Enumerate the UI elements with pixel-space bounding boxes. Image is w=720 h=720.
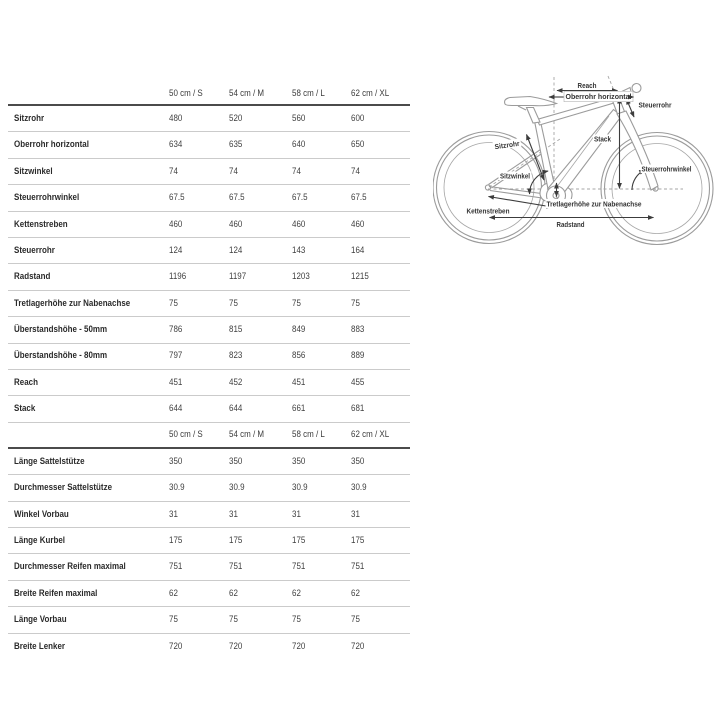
value-cell [229, 642, 292, 652]
cell-value: 62 [229, 587, 238, 599]
seatpost [527, 108, 541, 124]
value-cell [229, 351, 292, 361]
cell-value: 75 [229, 297, 238, 309]
value-cell [169, 404, 229, 414]
value-cell [292, 615, 351, 625]
cell-value: 650 [351, 139, 365, 151]
value-cell [351, 562, 410, 572]
table-row [8, 317, 410, 343]
cell-value: 164 [351, 244, 365, 256]
table-row [8, 528, 410, 554]
cell-value: 815 [229, 324, 243, 336]
value-cell [351, 246, 410, 256]
cell-value: 751 [169, 561, 183, 573]
value-cell [292, 351, 351, 361]
table-row [8, 607, 410, 633]
diagram-label-reach: Reach [577, 81, 597, 90]
row-label-cell [8, 167, 169, 177]
row-label: Radstand [14, 271, 51, 283]
cell-value: 460 [351, 218, 365, 230]
value-cell [169, 325, 229, 335]
value-cell [229, 483, 292, 493]
cell-value: 751 [229, 561, 243, 573]
cell-value: 720 [229, 640, 243, 652]
cell-value: 124 [169, 244, 183, 256]
cell-value: 75 [169, 297, 178, 309]
row-label-cell [8, 642, 169, 652]
value-cell [169, 114, 229, 124]
cell-value: 124 [229, 244, 243, 256]
row-label-cell [8, 536, 169, 546]
cell-value: 1197 [229, 271, 247, 283]
row-label: Oberrohr horizontal [14, 139, 89, 151]
value-cell [169, 562, 229, 572]
value-cell [169, 351, 229, 361]
value-cell [229, 325, 292, 335]
front-wheel [601, 133, 713, 245]
row-label-cell [8, 483, 169, 493]
cell-value: 30.9 [169, 482, 185, 494]
value-cell [169, 299, 229, 309]
value-cell [351, 272, 410, 282]
value-cell [292, 642, 351, 652]
cell-value: 823 [229, 350, 243, 362]
cell-value: 67.5 [169, 192, 185, 204]
cell-value: 856 [292, 350, 306, 362]
row-label-cell [8, 351, 169, 361]
cell-value: 640 [292, 139, 306, 151]
value-cell [169, 272, 229, 282]
cell-value: 350 [292, 455, 306, 467]
row-label-cell [8, 510, 169, 520]
value-cell [292, 167, 351, 177]
value-cell [169, 642, 229, 652]
cell-value: 751 [292, 561, 306, 573]
value-cell [229, 140, 292, 150]
value-cell [229, 193, 292, 203]
row-label: Kettenstreben [14, 218, 68, 230]
cell-value: 460 [292, 218, 306, 230]
frame-geometry-table [8, 84, 410, 423]
value-cell [229, 615, 292, 625]
cell-value: 451 [169, 376, 183, 388]
cell-value: 644 [229, 403, 243, 415]
cell-value: 62 [351, 587, 360, 599]
table-row [8, 106, 410, 132]
cell-value: 30.9 [229, 482, 245, 494]
cell-value: 30.9 [351, 482, 367, 494]
value-cell [169, 246, 229, 256]
cell-value: 883 [351, 324, 365, 336]
cell-value: 31 [229, 508, 238, 520]
cell-value: 644 [169, 403, 183, 415]
cell-value: 75 [351, 614, 360, 626]
size-header-cell [169, 430, 229, 440]
value-cell [292, 325, 351, 335]
row-label: Überstandshöhe - 80mm [14, 350, 108, 362]
size-header: 58 cm / L [292, 88, 325, 100]
cell-value: 175 [351, 534, 365, 546]
row-label: Tretlagerhöhe zur Nabenachse [14, 297, 131, 309]
cell-value: 1215 [351, 271, 369, 283]
cell-value: 720 [169, 640, 183, 652]
row-label-cell [8, 246, 169, 256]
value-cell [292, 483, 351, 493]
saddle [505, 97, 557, 106]
size-header-row [8, 84, 410, 106]
cell-value: 30.9 [292, 482, 308, 494]
value-cell [292, 220, 351, 230]
cell-value: 681 [351, 403, 365, 415]
row-label-cell [8, 457, 169, 467]
row-label: Länge Kurbel [14, 534, 65, 546]
row-label-cell [8, 615, 169, 625]
cell-value: 720 [292, 640, 306, 652]
row-label: Sitzrohr [14, 112, 45, 124]
row-label: Steuerrohrwinkel [14, 192, 80, 204]
cell-value: 67.5 [229, 192, 245, 204]
cell-value: 175 [229, 534, 243, 546]
value-cell [351, 510, 410, 520]
table-row [8, 132, 410, 158]
row-label-cell [8, 220, 169, 230]
cell-value: 452 [229, 376, 243, 388]
cell-value: 75 [229, 614, 238, 626]
value-cell [351, 404, 410, 414]
value-cell [169, 220, 229, 230]
cell-value: 520 [229, 112, 243, 124]
value-cell [229, 589, 292, 599]
value-cell [292, 404, 351, 414]
table-row [8, 370, 410, 396]
value-cell [229, 404, 292, 414]
row-label: Durchmesser Reifen maximal [14, 561, 126, 573]
size-header-cell [351, 89, 410, 99]
cell-value: 600 [351, 112, 365, 124]
size-header-cell [229, 89, 292, 99]
value-cell [169, 457, 229, 467]
value-cell [351, 536, 410, 546]
cell-value: 143 [292, 244, 306, 256]
fork [617, 111, 658, 190]
row-label-cell [8, 272, 169, 282]
cell-value: 75 [292, 614, 301, 626]
value-cell [169, 510, 229, 520]
row-label-cell [8, 404, 169, 414]
size-header: 50 cm / S [169, 88, 203, 100]
value-cell [292, 378, 351, 388]
table-row [8, 344, 410, 370]
table-row [8, 634, 410, 659]
cell-value: 460 [169, 218, 183, 230]
size-header: 54 cm / M [229, 429, 265, 441]
value-cell [169, 483, 229, 493]
cell-value: 751 [351, 561, 365, 573]
value-cell [351, 642, 410, 652]
cell-value: 67.5 [351, 192, 367, 204]
cell-value: 786 [169, 324, 183, 336]
component-dimensions-table [8, 423, 410, 659]
cell-value: 455 [351, 376, 365, 388]
value-cell [169, 615, 229, 625]
row-label: Winkel Vorbau [14, 508, 69, 520]
size-header: 62 cm / XL [351, 88, 390, 100]
value-cell [229, 299, 292, 309]
value-cell [292, 457, 351, 467]
diagram-label-oberrohr: Oberrohr horizontal [565, 92, 632, 101]
row-label-cell [8, 299, 169, 309]
value-cell [351, 140, 410, 150]
value-cell [229, 457, 292, 467]
size-header-cell [292, 430, 351, 440]
diagram-label-radstand: Radstand [556, 220, 585, 229]
row-label-cell [8, 562, 169, 572]
row-label-cell [8, 114, 169, 124]
value-cell [292, 272, 351, 282]
row-label: Durchmesser Sattelstütze [14, 482, 113, 494]
table-row [8, 581, 410, 607]
cell-value: 175 [169, 534, 183, 546]
row-label: Länge Sattelstütze [14, 455, 85, 467]
cell-value: 31 [169, 508, 178, 520]
size-header-cell [351, 430, 410, 440]
table-row [8, 212, 410, 238]
value-cell [292, 299, 351, 309]
size-header: 58 cm / L [292, 429, 325, 441]
value-cell [351, 378, 410, 388]
cell-value: 1196 [169, 271, 187, 283]
size-header: 50 cm / S [169, 429, 203, 441]
bike-geometry-spec-tables [8, 84, 410, 659]
cell-value: 849 [292, 324, 306, 336]
diagram-label-steuerrohrwinkel: Steuerrohrwinkel [641, 164, 692, 174]
row-label: Steuerrohr [14, 244, 55, 256]
size-header-cell [229, 430, 292, 440]
cell-value: 451 [292, 376, 306, 388]
size-header-row [8, 423, 410, 449]
row-label: Länge Vorbau [14, 614, 67, 626]
row-label: Überstandshöhe - 50mm [14, 324, 108, 336]
diagram-label-steuerrohr: Steuerrohr [638, 100, 672, 110]
cell-value: 74 [351, 165, 360, 177]
table-row [8, 396, 410, 422]
cell-value: 634 [169, 139, 183, 151]
size-header: 62 cm / XL [351, 429, 390, 441]
table-row [8, 185, 410, 211]
value-cell [229, 220, 292, 230]
table-row [8, 238, 410, 264]
value-cell [292, 510, 351, 520]
value-cell [351, 589, 410, 599]
bike-geometry-diagram [433, 68, 720, 258]
diagram-label-tretlagerhoehe: Tretlagerhöhe zur Nabenachse [546, 199, 642, 209]
value-cell [229, 114, 292, 124]
row-label-cell [8, 325, 169, 335]
cell-value: 31 [351, 508, 360, 520]
value-cell [169, 167, 229, 177]
cell-value: 797 [169, 350, 183, 362]
value-cell [351, 220, 410, 230]
row-label: Reach [14, 376, 38, 388]
value-cell [351, 114, 410, 124]
table-row [8, 502, 410, 528]
cell-value: 350 [229, 455, 243, 467]
value-cell [292, 589, 351, 599]
value-cell [351, 615, 410, 625]
value-cell [351, 351, 410, 361]
cell-value: 74 [169, 165, 178, 177]
value-cell [351, 193, 410, 203]
row-label: Stack [14, 403, 36, 415]
value-cell [292, 562, 351, 572]
cell-value: 350 [169, 455, 183, 467]
cell-value: 480 [169, 112, 183, 124]
row-label: Breite Lenker [14, 640, 66, 652]
value-cell [351, 325, 410, 335]
cell-value: 350 [351, 455, 365, 467]
size-header-cell [292, 89, 351, 99]
cell-value: 460 [229, 218, 243, 230]
cell-value: 67.5 [292, 192, 308, 204]
cell-value: 720 [351, 640, 365, 652]
value-cell [229, 562, 292, 572]
size-header-cell [169, 89, 229, 99]
row-label-cell [8, 193, 169, 203]
cell-value: 75 [351, 297, 360, 309]
value-cell [169, 378, 229, 388]
value-cell [169, 140, 229, 150]
value-cell [351, 299, 410, 309]
value-cell [229, 167, 292, 177]
value-cell [169, 536, 229, 546]
cell-value: 74 [229, 165, 238, 177]
diagram-label-kettenstreben: Kettenstreben [466, 206, 510, 216]
value-cell [292, 140, 351, 150]
cell-value: 75 [169, 614, 178, 626]
value-cell [229, 536, 292, 546]
row-label-cell [8, 378, 169, 388]
diagram-label-sitzwinkel: Sitzwinkel [500, 171, 531, 181]
row-label: Sitzwinkel [14, 165, 53, 177]
value-cell [229, 510, 292, 520]
value-cell [229, 272, 292, 282]
row-label-cell [8, 140, 169, 150]
handlebar-grip [632, 84, 641, 93]
cell-value: 74 [292, 165, 301, 177]
cell-value: 560 [292, 112, 306, 124]
cell-value: 31 [292, 508, 301, 520]
value-cell [351, 483, 410, 493]
row-label: Breite Reifen maximal [14, 587, 98, 599]
value-cell [229, 246, 292, 256]
value-cell [292, 246, 351, 256]
table-row [8, 291, 410, 317]
cell-value: 1203 [292, 271, 310, 283]
table-row [8, 554, 410, 580]
cell-value: 62 [292, 587, 301, 599]
value-cell [292, 193, 351, 203]
diagram-label-sitzrohr: Sitzrohr [494, 138, 523, 152]
cell-value: 889 [351, 350, 365, 362]
value-cell [229, 378, 292, 388]
value-cell [351, 457, 410, 467]
rear-wheel [433, 132, 545, 244]
value-cell [169, 589, 229, 599]
value-cell [292, 536, 351, 546]
table-row [8, 264, 410, 290]
row-label-cell [8, 589, 169, 599]
table-row [8, 475, 410, 501]
value-cell [292, 114, 351, 124]
cell-value: 661 [292, 403, 306, 415]
table-row [8, 159, 410, 185]
cell-value: 62 [169, 587, 178, 599]
size-header: 54 cm / M [229, 88, 265, 100]
diagram-label-stack: Stack [594, 134, 611, 144]
value-cell [351, 167, 410, 177]
table-row [8, 449, 410, 475]
cell-value: 635 [229, 139, 243, 151]
cell-value: 75 [292, 297, 301, 309]
value-cell [169, 193, 229, 203]
cell-value: 175 [292, 534, 306, 546]
